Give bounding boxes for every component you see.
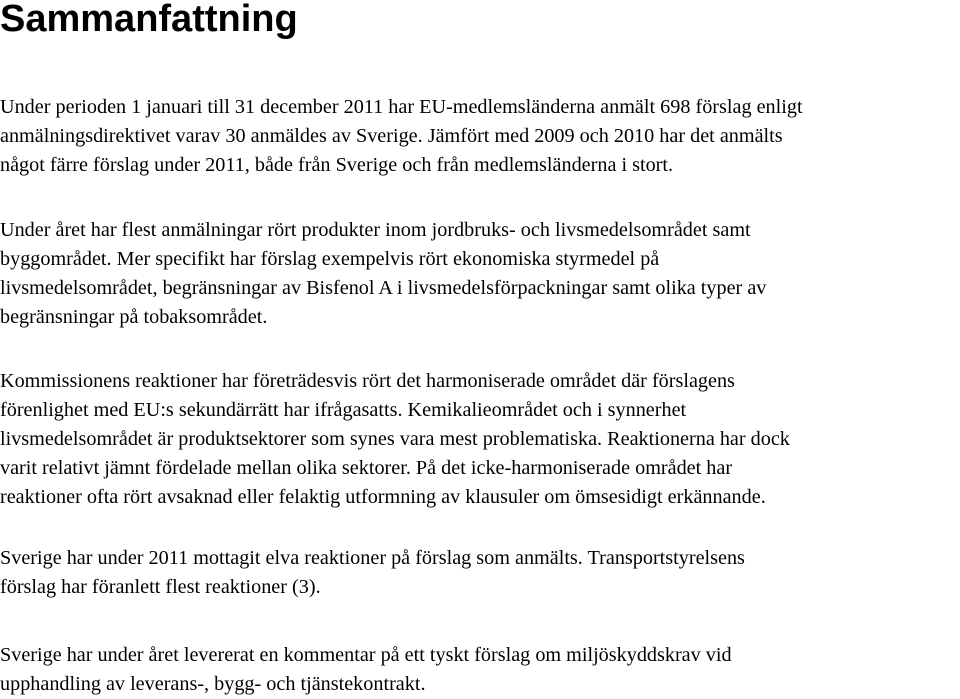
- paragraph-notification-areas: [0, 216, 958, 332]
- document-title: Sammanfattning: [0, 0, 298, 40]
- paragraph-sweden-reactions: [0, 544, 958, 602]
- paragraph-line: Sverige har under 2011 mottagit elva reaktioner på förslag som anmälts. Transportstyrelsens: [0, 547, 745, 569]
- paragraph-line: Under året har flest anmälningar rört produkter inom jordbruks- och livsmedelsområdet samt: [0, 219, 751, 241]
- paragraph-commission-reactions: [0, 367, 958, 512]
- paragraph-line: reaktioner ofta rört avsaknad eller felaktig utformning av klausuler om ömsesidigt erkännande.: [0, 486, 766, 508]
- paragraph-line: förslag har föranlett flest reaktioner (3).: [0, 576, 321, 598]
- paragraph-line: varit relativt jämnt fördelade mellan olika sektorer. På det icke-harmoniserade området har: [0, 457, 733, 479]
- paragraph-line: anmälningsdirektivet varav 30 anmäldes av Sverige. Jämfört med 2009 och 2010 har det anmälts: [0, 125, 783, 147]
- paragraph-line: livsmedelsområdet är produktsektorer som synes vara mest problematiska. Reaktionerna har dock: [0, 428, 790, 450]
- paragraph-line: upphandling av leverans-, bygg- och tjänstekontrakt.: [0, 673, 426, 695]
- paragraph-sweden-comment: [0, 641, 958, 699]
- paragraph-line: förenlighet med EU:s sekundärrätt har ifrågasatts. Kemikalieområdet och i synnerhet: [0, 399, 687, 421]
- paragraph-line: byggområdet. Mer specifikt har förslag exempelvis rört ekonomiska styrmedel på: [0, 248, 660, 270]
- paragraph-line: Under perioden 1 januari till 31 december 2011 har EU-medlemsländerna anmält 698 förslag enligt: [0, 96, 803, 118]
- paragraph-line: något färre förslag under 2011, både från Sverige och från medlemsländerna i stort.: [0, 154, 674, 176]
- paragraph-line: begränsningar på tobaksområdet.: [0, 306, 268, 328]
- paragraph-reporting-period: [0, 93, 958, 180]
- paragraph-line: livsmedelsområdet, begränsningar av Bisfenol A i livsmedelsförpackningar samt olika typer av: [0, 277, 767, 299]
- paragraph-line: Kommissionens reaktioner har företrädesvis rört det harmoniserade området där förslagens: [0, 370, 735, 392]
- paragraph-line: Sverige har under året levererat en kommentar på ett tyskt förslag om miljöskyddskrav vid: [0, 644, 732, 666]
